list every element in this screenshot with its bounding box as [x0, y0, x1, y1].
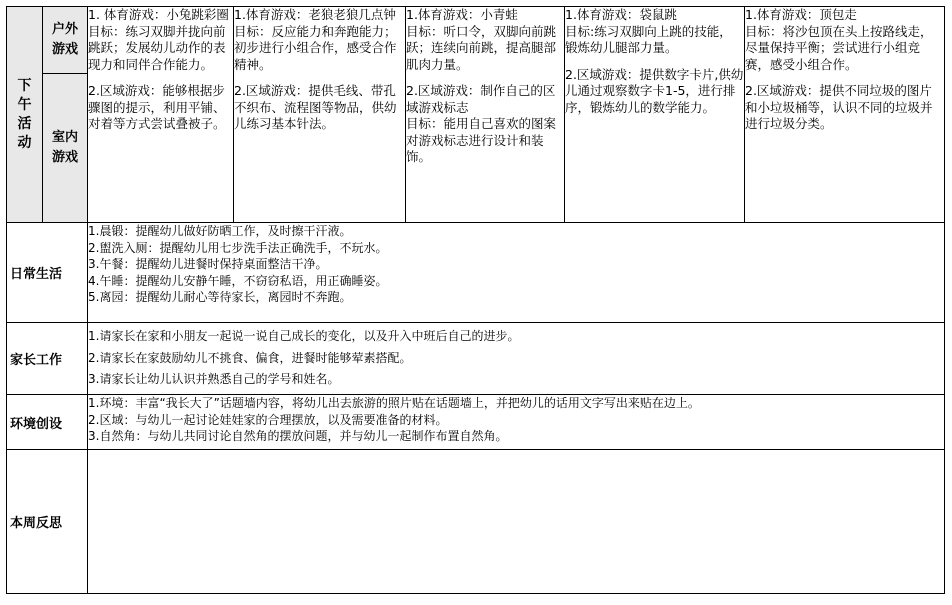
environment-content	[88, 395, 945, 450]
list-item: 2.盥洗入厕：提醒幼儿用七步洗手法正确洗手，不玩水。	[88, 240, 388, 255]
outdoor-game-goal: 目标：听口令，双脚向前跳跃；连续向前跳，提高腿部肌肉力量。	[406, 23, 557, 72]
daily-life-header: 日常生活	[7, 223, 88, 323]
indoor-game-text: 2.区域游戏：能够根据步骤图的提示，利用平铺、对着等方式尝试叠被子。	[88, 83, 226, 131]
indoor-game-title: 2.区域游戏：制作自己的区域游戏标志	[406, 83, 556, 115]
parent-work-header: 家长工作	[7, 323, 88, 395]
outdoor-game-title: 1. 体育游戏：小兔跳彩圈	[88, 7, 229, 22]
indoor-game-label: 室内游戏	[43, 74, 88, 223]
outdoor-game-goal: 目标:练习双脚向上跳的技能，锻炼幼儿腿部力量。	[565, 23, 732, 55]
indoor-game-text: 2.区域游戏：提供不同垃圾的图片和小垃圾桶等，认识不同的垃圾并进行垃圾分类。	[745, 83, 933, 131]
activity-cell	[565, 7, 745, 223]
list-item: 3.请家长让幼儿认识并熟悉自己的学号和姓名。	[88, 372, 340, 386]
activity-cell	[745, 7, 945, 223]
outdoor-game-goal: 目标：反应能力和奔跑能力；初步进行小组合作，感受合作精神。	[234, 23, 397, 72]
list-item: 5.离园：提醒幼儿耐心等待家长，离园时不奔跑。	[88, 290, 352, 304]
afternoon-activity-header: 下午活动	[7, 7, 43, 223]
activity-cell	[234, 7, 406, 223]
outdoor-game-title: 1.体育游戏：小青蛙	[406, 7, 518, 22]
indoor-game-text: 2.区域游戏：提供毛线、带孔不织布、流程图等物品，供幼儿练习基本针法。	[234, 83, 397, 131]
indoor-game-goal: 目标：能用自己喜欢的图案对游戏标志进行设计和装饰。	[406, 116, 557, 164]
activity-cell	[406, 7, 565, 223]
outdoor-game-goal: 目标：将沙包顶在头上按路线走，尽量保持平衡；尝试进行小组竞赛，感受小组合作。	[745, 23, 933, 72]
outdoor-game-title: 1.体育游戏：顶包走	[745, 7, 857, 22]
outdoor-game-title: 1.体育游戏：老狼老狼几点钟	[234, 7, 396, 22]
weekly-plan-table	[6, 6, 945, 594]
list-item: 2.区域：与幼儿一起讨论娃娃家的合理摆放，以及需要准备的材料。	[88, 412, 448, 427]
parent-work-content	[88, 323, 945, 395]
list-item: 1.请家长在家和小朋友一起说一说自己成长的变化，以及升入中班后自己的进步。	[88, 329, 520, 343]
list-item: 1.晨锻：提醒幼儿做好防晒工作，及时擦干汗液。	[88, 224, 352, 238]
list-item: 4.午睡：提醒幼儿安静午睡，不窃窃私语，用正确睡姿。	[88, 273, 388, 288]
list-item: 2.请家长在家鼓励幼儿不挑食、偏食，进餐时能够荤素搭配。	[88, 350, 412, 365]
list-item: 3.午餐：提醒幼儿进餐时保持桌面整洁干净。	[88, 257, 328, 271]
list-item: 1.环境：丰富“我长大了”话题墙内容，将幼儿出去旅游的照片贴在话题墙上，并把幼儿的话用文字写出来贴在边上。	[88, 396, 700, 410]
outdoor-game-goal: 目标：练习双脚并拢向前跳跃；发展幼儿动作的表现力和同伴合作能力。	[88, 23, 226, 72]
outdoor-game-title: 1.体育游戏：袋鼠跳	[565, 7, 677, 22]
indoor-game-text: 2.区域游戏：提供数字卡片,供幼儿通过观察数字卡1-5，进行排序，锻炼幼儿的数学能力。	[565, 66, 744, 115]
list-item: 3.自然角：与幼儿共同讨论自然角的摆放问题，并与幼儿一起制作布置自然角。	[88, 429, 508, 443]
activity-cell	[88, 7, 234, 223]
weekly-reflection-content[interactable]	[88, 450, 945, 594]
outdoor-game-label: 户外游戏	[43, 7, 88, 74]
daily-life-content	[88, 223, 945, 323]
environment-header: 环境创设	[7, 395, 88, 450]
weekly-reflection-header: 本周反思	[7, 450, 88, 594]
